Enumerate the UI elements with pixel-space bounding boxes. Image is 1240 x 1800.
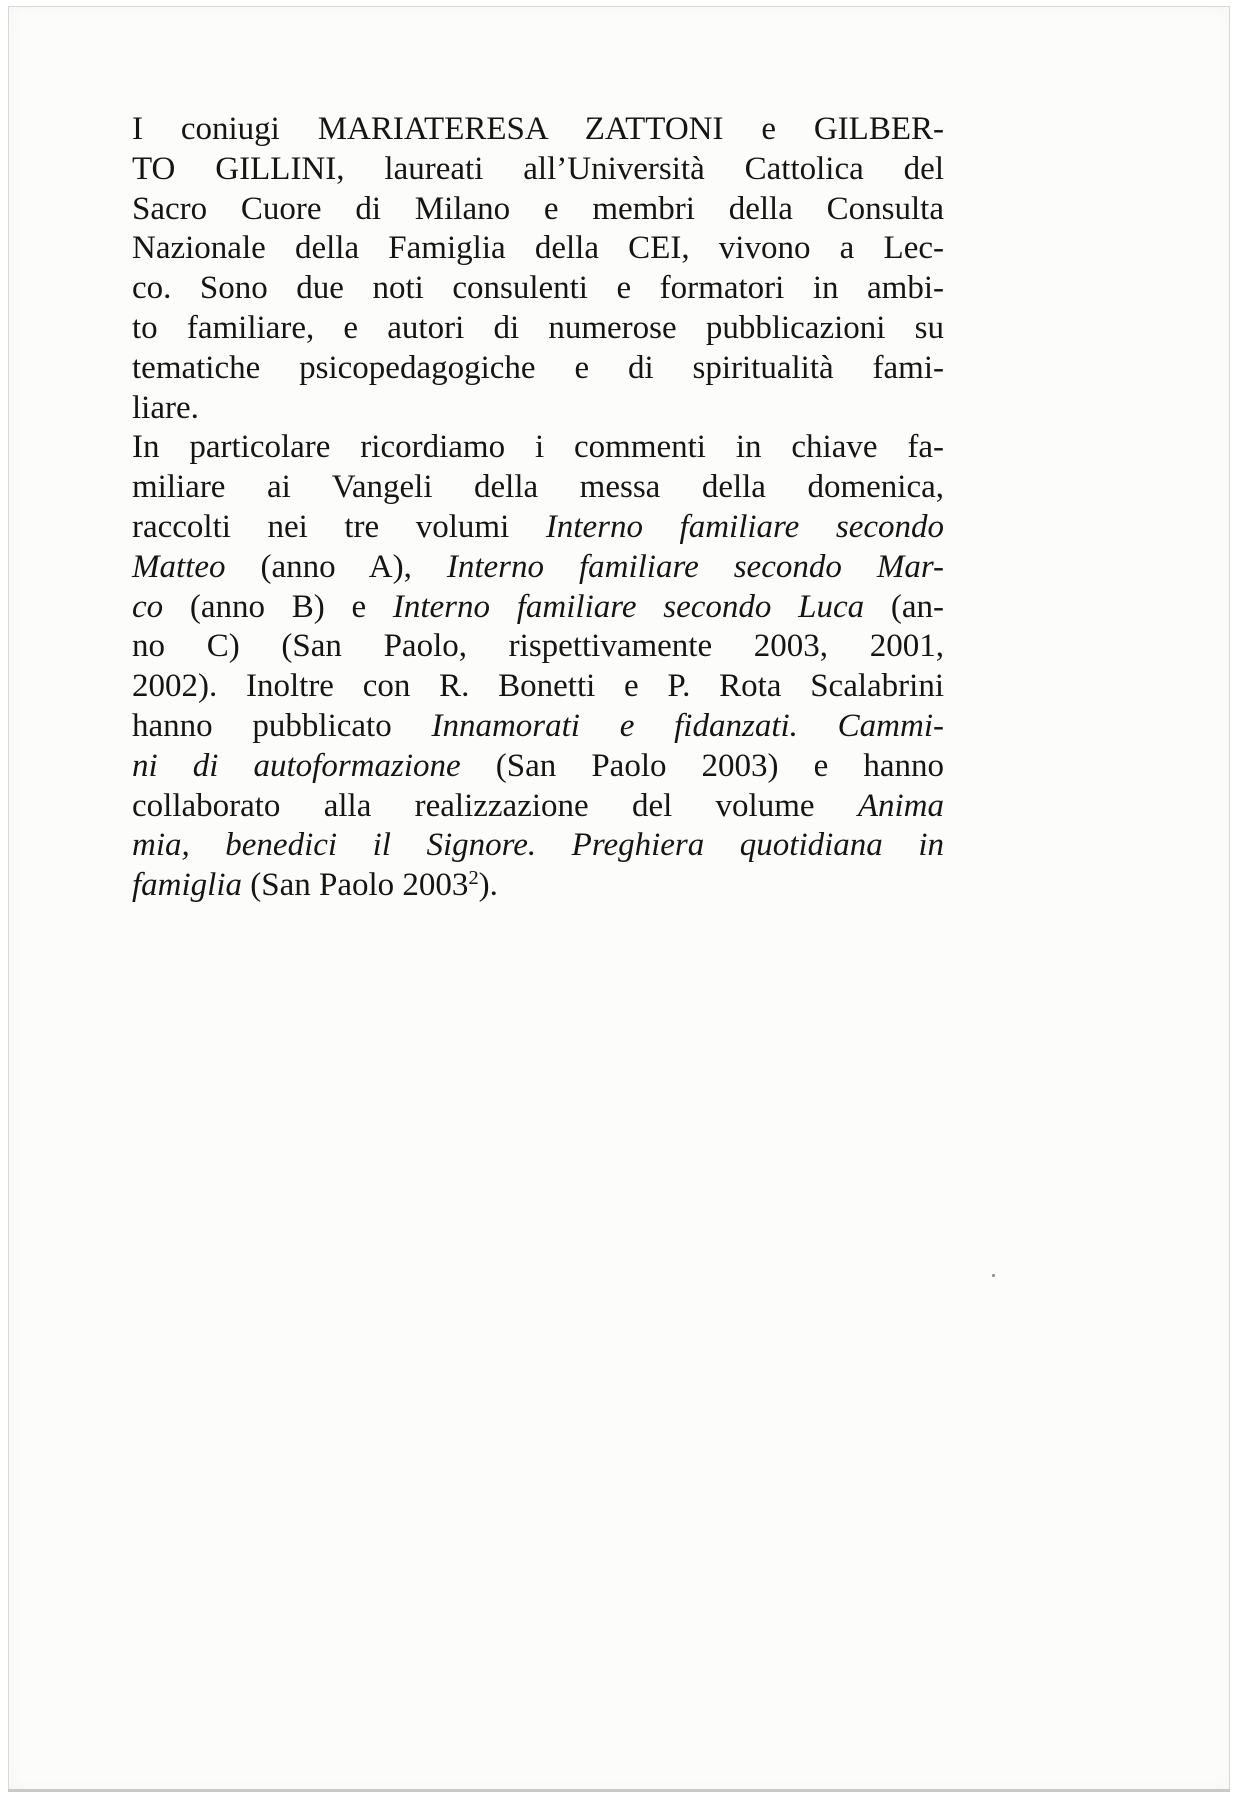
text-segment: (San Paolo 2003 — [242, 867, 469, 904]
paragraph-2 — [132, 428, 944, 906]
text-line: In particolare ricordiamo i commenti in chiave fa- — [132, 429, 944, 466]
text-line: tematiche psicopedagogiche e di spiritualità fami- — [132, 349, 944, 386]
text-line: TO GILLINI, laureati all’Università Cattolica del — [132, 150, 944, 187]
paragraph-1 — [132, 110, 944, 428]
text-line: miliare ai Vangeli della messa della domenica, — [132, 469, 944, 506]
text-segment: raccolti nei tre volumi — [132, 508, 546, 545]
text-line — [132, 747, 944, 787]
text-line — [132, 548, 944, 588]
edition-superscript: 2 — [468, 866, 479, 889]
text-line — [132, 787, 944, 827]
text-segment: collaborato alla realizzazione del volume — [132, 787, 858, 824]
book-title-interno-luca: Interno familiare secondo Luca — [392, 588, 865, 625]
text-line — [132, 866, 944, 906]
book-title-innamorati: Innamorati e fidanzati. Cammi- — [431, 707, 944, 744]
biography-text — [132, 110, 944, 906]
scan-speck — [992, 1274, 995, 1277]
text-line — [132, 588, 944, 628]
text-line: I coniugi MARIATERESA ZATTONI e GILBER- — [132, 111, 944, 147]
book-title-innamorati-cont: ni di autoformazione — [132, 747, 461, 784]
text-line — [132, 508, 944, 548]
book-title-anima-mia-end: famiglia — [132, 867, 243, 904]
document-page — [8, 6, 1230, 1792]
book-title-interno-marco: Interno familiare secondo Mar- — [446, 548, 944, 585]
text-line: Nazionale della Famiglia della CEI, vivono a Lec- — [132, 230, 944, 267]
book-title-anima-mia-cont: mia, benedici il Signore. Preghiera quotidiana in — [132, 827, 944, 864]
text-line: no C) (San Paolo, rispettivamente 2003, 2001, — [132, 628, 944, 665]
text-segment: (anno B) e — [163, 588, 393, 625]
book-title-interno-marco-cont: co — [132, 588, 164, 625]
text-segment: (San Paolo 2003) e hanno — [460, 747, 944, 784]
text-line: co. Sono due noti consulenti e formatori in ambi- — [132, 270, 944, 307]
text-segment: (an- — [864, 588, 944, 625]
text-segment: hanno pubblicato — [132, 707, 432, 744]
text-line: to familiare, e autori di numerose pubblicazioni su — [132, 309, 944, 346]
text-line: liare. — [132, 389, 199, 426]
book-title-interno-matteo: Interno familiare secondo — [545, 508, 944, 545]
book-title-interno-matteo-cont: Matteo — [132, 548, 226, 585]
text-segment: ). — [478, 867, 498, 904]
text-line: 2002). Inoltre con R. Bonetti e P. Rota Scalabrini — [132, 668, 944, 705]
text-segment: (anno A), — [225, 548, 447, 585]
book-title-anima-mia: Anima — [857, 787, 944, 824]
text-line: Sacro Cuore di Milano e membri della Consulta — [132, 190, 944, 227]
text-line — [132, 707, 944, 747]
